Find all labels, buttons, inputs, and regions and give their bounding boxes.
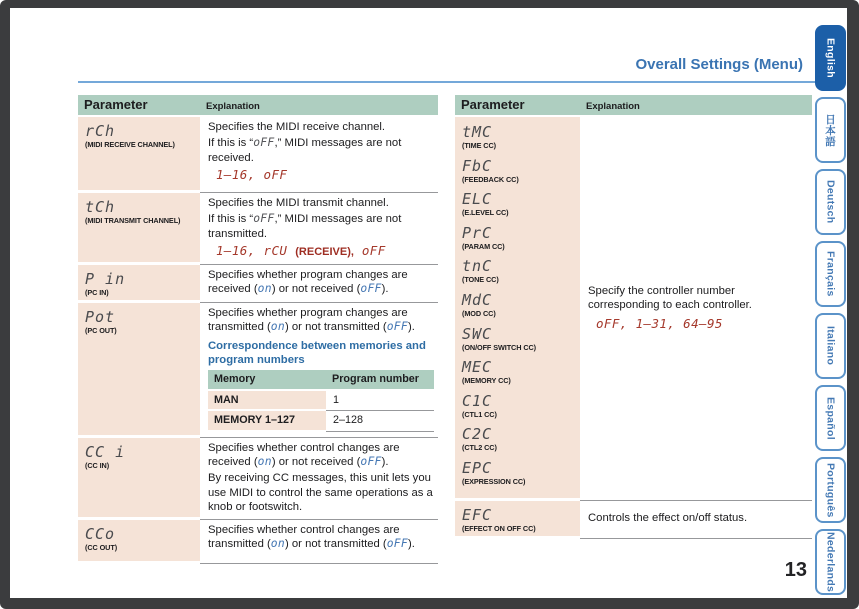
language-tab-francais[interactable]: Français xyxy=(815,241,846,307)
ccin-text2: By receiving CC messages, this unit lets you use MIDI to control the same operations as a knob or footswitch. xyxy=(208,472,433,514)
param-block-mdc: MdC (MOD CC) xyxy=(462,290,496,318)
correspondence-heading: Correspondence between memories and program numbers xyxy=(208,340,426,366)
rch-line1: Specifies the MIDI receive channel. xyxy=(208,121,386,133)
param-label-rch: (MIDI RECEIVE CHANNEL) xyxy=(85,140,175,149)
nested-cell-memory-range: MEMORY 1–127 xyxy=(208,411,326,431)
left-table-header-explanation: Explanation xyxy=(200,95,438,117)
param-block-swc: SWC (ON/OFF SWITCH CC) xyxy=(462,324,536,352)
right-parameter-table xyxy=(455,95,812,539)
language-tab-deutsch[interactable]: Deutsch xyxy=(815,169,846,235)
param-display-ccout: CCo xyxy=(85,524,116,543)
param-label-pot: (PC OUT) xyxy=(85,325,117,335)
explanation-cell-rch xyxy=(200,117,438,193)
param-block-prc: PrC (PARAM CC) xyxy=(462,223,505,251)
param-label-pin: (PC IN) xyxy=(85,287,109,297)
nested-cell-man: MAN xyxy=(208,391,326,411)
param-cell-rch xyxy=(78,117,200,193)
param-display-pin: P in xyxy=(85,269,126,288)
param-label-efc: (EFFECT ON OFF CC) xyxy=(462,523,536,533)
param-block-c2c: C2C (CTL2 CC) xyxy=(462,425,497,453)
param-cell-tch xyxy=(78,193,200,265)
seg-on: on xyxy=(257,282,272,296)
tch-line2: If this is “oFF,” MIDI messages are not transmitted. xyxy=(208,212,402,240)
language-tab-espanol[interactable]: Español xyxy=(815,385,846,451)
pot-text: Specifies whether program changes are transmitted (on) or not transmitted (oFF). xyxy=(208,306,415,334)
efc-text: Controls the effect on/off status. xyxy=(588,512,748,525)
param-cell-ccout xyxy=(78,520,200,564)
param-label-ccout: (CC OUT) xyxy=(85,542,118,552)
left-table-header-parameter: Parameter xyxy=(78,95,200,117)
language-tab-nederlands[interactable]: Nederlands xyxy=(815,529,846,595)
explanation-cell-pot xyxy=(200,303,438,438)
param-cell-cc-group xyxy=(455,117,580,501)
param-label-ccin: (CC IN) xyxy=(85,460,110,470)
cc-group-text: Specify the controller number corresponding to each controller. xyxy=(588,284,752,312)
seg-on: on xyxy=(270,320,285,334)
seg-off: oFF xyxy=(360,282,382,296)
language-tab-japanese[interactable]: 日本語 xyxy=(815,97,846,163)
seg-off: oFF xyxy=(386,537,409,551)
language-tab-english[interactable]: English xyxy=(815,25,846,91)
param-block-c1c: C1C (CTL1 CC) xyxy=(462,391,497,419)
param-block-tmc: tMC (TIME CC) xyxy=(462,123,496,150)
param-label-tch: (MIDI TRANSMIT CHANNEL) xyxy=(85,216,181,225)
ccin-text1: Specifies whether control changes are received (on) or not received (oFF). xyxy=(208,441,400,469)
page-number: 13 xyxy=(784,559,807,581)
param-display-tch: tCh xyxy=(85,198,116,216)
seg-off: oFF xyxy=(253,212,275,226)
seg-on: on xyxy=(270,537,285,551)
tch-line1: Specifies the MIDI transmit channel. xyxy=(208,197,389,209)
explanation-cell-pin xyxy=(200,265,438,303)
explanation-cell-efc xyxy=(580,501,812,539)
language-tab-portugues[interactable]: Português xyxy=(815,457,846,523)
explanation-cell-tch xyxy=(200,193,438,265)
seg-off: oFF xyxy=(360,455,382,469)
param-display-ccin: CC i xyxy=(85,442,126,461)
seg-off: oFF xyxy=(253,136,275,150)
param-cell-pot xyxy=(78,303,200,438)
nested-cell-man-program: 1 xyxy=(326,391,434,411)
explanation-cell-ccin xyxy=(200,438,438,520)
param-block-fbc: FbC (FEEDBACK CC) xyxy=(462,156,519,184)
pin-text: Specifies whether program changes are received (on) or not received (oFF). xyxy=(208,268,408,296)
page-title: Overall Settings (Menu) xyxy=(635,56,803,73)
nested-cell-memory-program: 2–128 xyxy=(326,411,434,431)
language-tab-italiano[interactable]: Italiano xyxy=(815,313,846,379)
seg-on: on xyxy=(257,455,272,469)
param-display-pot: Pot xyxy=(85,307,116,326)
explanation-cell-ccout xyxy=(200,520,438,564)
param-block-elc: ELC (E.LEVEL CC) xyxy=(462,190,509,218)
ccout-text: Specifies whether control changes are transmitted (on) or not transmitted (oFF). xyxy=(208,523,415,551)
param-block-epc: EPC (EXPRESSION CC) xyxy=(462,458,526,486)
rch-line2: If this is “oFF,” MIDI messages are not received. xyxy=(208,136,402,164)
param-display-efc: EFC xyxy=(462,505,493,524)
left-parameter-table xyxy=(78,95,438,564)
param-cell-efc xyxy=(455,501,580,539)
header-rule xyxy=(78,81,845,83)
nested-header-program: Program number xyxy=(326,370,434,390)
cc-group-value-range: oFF, 1–31, 64–95 xyxy=(596,316,723,332)
param-cell-ccin xyxy=(78,438,200,520)
seg-off: oFF xyxy=(386,320,409,334)
param-cell-pin xyxy=(78,265,200,303)
tch-value-range: 1–16, rCU (RECEIVE), oFF xyxy=(216,243,386,259)
manual-page xyxy=(10,8,847,598)
param-block-mec: MEC (MEMORY CC) xyxy=(462,358,511,386)
memory-program-table xyxy=(208,370,434,431)
right-table-header-explanation: Explanation xyxy=(580,95,812,117)
param-display-rch: rCh xyxy=(85,122,116,140)
right-table-header-parameter: Parameter xyxy=(455,95,580,117)
explanation-cell-cc-group xyxy=(580,117,812,501)
nested-header-memory: Memory xyxy=(208,370,326,390)
receive-bold-label: (RECEIVE), xyxy=(295,246,354,259)
param-block-tnc: tnC (TONE CC) xyxy=(462,257,499,285)
rch-value-range: 1–16, oFF xyxy=(216,167,288,183)
